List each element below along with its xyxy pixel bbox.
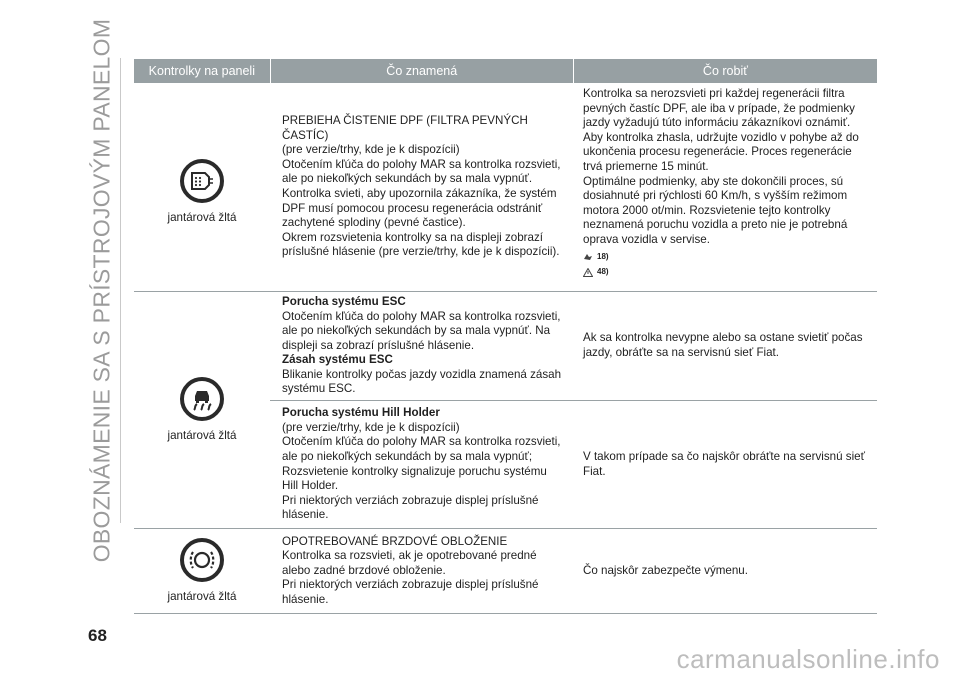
- action-line: Kontrolka sa nerozsvieti pri každej regenerácii filtra pevných častíc DPF, ale iba v prípade, že podmienky jazdy vyžadujú túto informáciu zákazníkovi oznámiť.: [583, 87, 855, 130]
- hand-pointer-icon: [583, 252, 593, 261]
- action-line: Optimálne podmienky, aby ste dokončili proces, sú dosiahnuté pri rýchlosti 60 Km/h, s vyšším režimom motora 2000 ot/min. Rozsvietenie tejto kontrolky neznamená poruchu vozidla a preto nie je potrebná oprava vozidla v servise.: [583, 174, 848, 246]
- table-row-esc: [134, 292, 877, 529]
- meaning-line: Otočením kľúča do polohy MAR sa kontrolka rozsvieti, ale po niekoľkých sekundách by sa mala vypnúť. Na displeji sa zobrazí príslušné hlásenie.: [282, 309, 561, 352]
- meaning-cell: [270, 401, 573, 528]
- action-cell: [573, 292, 877, 400]
- reference-note: [583, 250, 873, 265]
- lamp-cell: [134, 529, 270, 613]
- warning-triangle-icon: [583, 268, 593, 277]
- meaning-line: Pri niektorých verziách zobrazuje displej príslušné hlásenie.: [282, 578, 539, 606]
- action-line: Aby kontrolka zhasla, udržujte vozidlo v pohybe až do ukončenia procesu regenerácie. Proces regenerácie trvá priemerne 15 minút.: [583, 130, 859, 173]
- action-cell: [573, 401, 877, 528]
- watermark: carmanualsonline.info: [676, 644, 940, 674]
- action-line: Čo najskôr zabezpečte výmenu.: [583, 563, 748, 577]
- meaning-line: Kontrolka svieti, aby upozornila zákazníka, že systém DPF musí pomocou procesu regenerácia odstrániť zachytené splodiny (pevné častice).: [282, 187, 557, 230]
- esc-fault-title: Porucha systému ESC: [282, 294, 406, 308]
- brake-pad-icon: [180, 538, 224, 582]
- meaning-line: (pre verzie/trhy, kde je k dispozícii): [282, 420, 460, 434]
- side-chapter-title-text: OBOZNÁMENIE SA S PRÍSTROJOVÝM PANELOM: [88, 18, 115, 563]
- lamp-color-label: jantárová žltá: [167, 589, 237, 603]
- dpf-filter-icon: [180, 159, 224, 203]
- reference-notes: [583, 250, 873, 280]
- meaning-line: Blikanie kontrolky počas jazdy vozidla znamená zásah systému ESC.: [282, 367, 562, 396]
- action-cell: [573, 529, 877, 613]
- meaning-line: Kontrolka sa rozsvieti, ak je opotrebované predné alebo zadné brzdové obloženie.: [282, 549, 537, 577]
- esc-intervention-title: Zásah systému ESC: [282, 353, 393, 367]
- header-col-meaning: Čo znamená: [270, 59, 574, 83]
- lamp-cell: [134, 83, 270, 291]
- meaning-line: Otočením kľúča do polohy MAR sa kontrolka rozsvieti, ale po niekoľkých sekundách by sa mala vypnúť.: [282, 157, 561, 186]
- action-line: Ak sa kontrolka nevypne alebo sa ostane svietiť počas jazdy, obráťte sa na servisnú sieť Fiat.: [583, 331, 863, 359]
- meaning-cell: [270, 292, 573, 400]
- warning-lights-table: [134, 59, 877, 614]
- reference-number: 18): [597, 251, 609, 261]
- table-row-dpf: [134, 83, 877, 292]
- meaning-heading: OPOTREBOVANÉ BRZDOVÉ OBLOŽENIE: [282, 534, 508, 548]
- reference-note: [583, 265, 873, 280]
- page-number: 68: [88, 626, 107, 645]
- side-divider: [120, 58, 121, 523]
- action-cell: [573, 83, 877, 291]
- meaning-line: Okrem rozsvietenia kontrolky sa na displeji zobrazí príslušné hlásenie (pre verzie/trhy, kde je k dispozícii).: [282, 230, 560, 259]
- meaning-cell: [270, 83, 573, 291]
- esc-skid-icon: [180, 377, 224, 421]
- hill-holder-title: Porucha systému Hill Holder: [282, 406, 440, 420]
- meaning-cell: [270, 529, 573, 613]
- esc-subrow-hill-holder: [270, 400, 877, 528]
- lamp-cell: [134, 292, 270, 528]
- header-col-action: Čo robiť: [702, 64, 748, 78]
- lamp-color-label: jantárová žltá: [167, 210, 237, 224]
- meaning-line: (pre verzie/trhy, kde je k dispozícii): [282, 143, 460, 157]
- header-col-lights: Kontrolky na paneli: [148, 64, 255, 78]
- lamp-color-label: jantárová žltá: [167, 428, 237, 442]
- meaning-line: Otočením kľúča do polohy MAR sa kontrolka rozsvieti, ale po niekoľkých sekundách by sa mala vypnúť; Rozsvietenie kontrolky signalizuje poruchu systému Hill Holder.: [282, 435, 561, 493]
- reference-number: 48): [597, 267, 609, 277]
- table-row-brake-pads: [134, 529, 877, 614]
- esc-subrow-esc: [270, 292, 877, 400]
- meaning-line: Pri niektorých verziách zobrazuje displej príslušné hlásenie.: [282, 493, 539, 522]
- esc-subrows: [270, 292, 877, 528]
- table-header: [134, 59, 877, 83]
- meaning-heading: PREBIEHA ČISTENIE DPF (FILTRA PEVNÝCH ČASTÍC): [282, 114, 528, 142]
- side-chapter-title: [84, 18, 120, 563]
- action-line: V takom prípade sa čo najskôr obráťte na servisnú sieť Fiat.: [583, 449, 865, 478]
